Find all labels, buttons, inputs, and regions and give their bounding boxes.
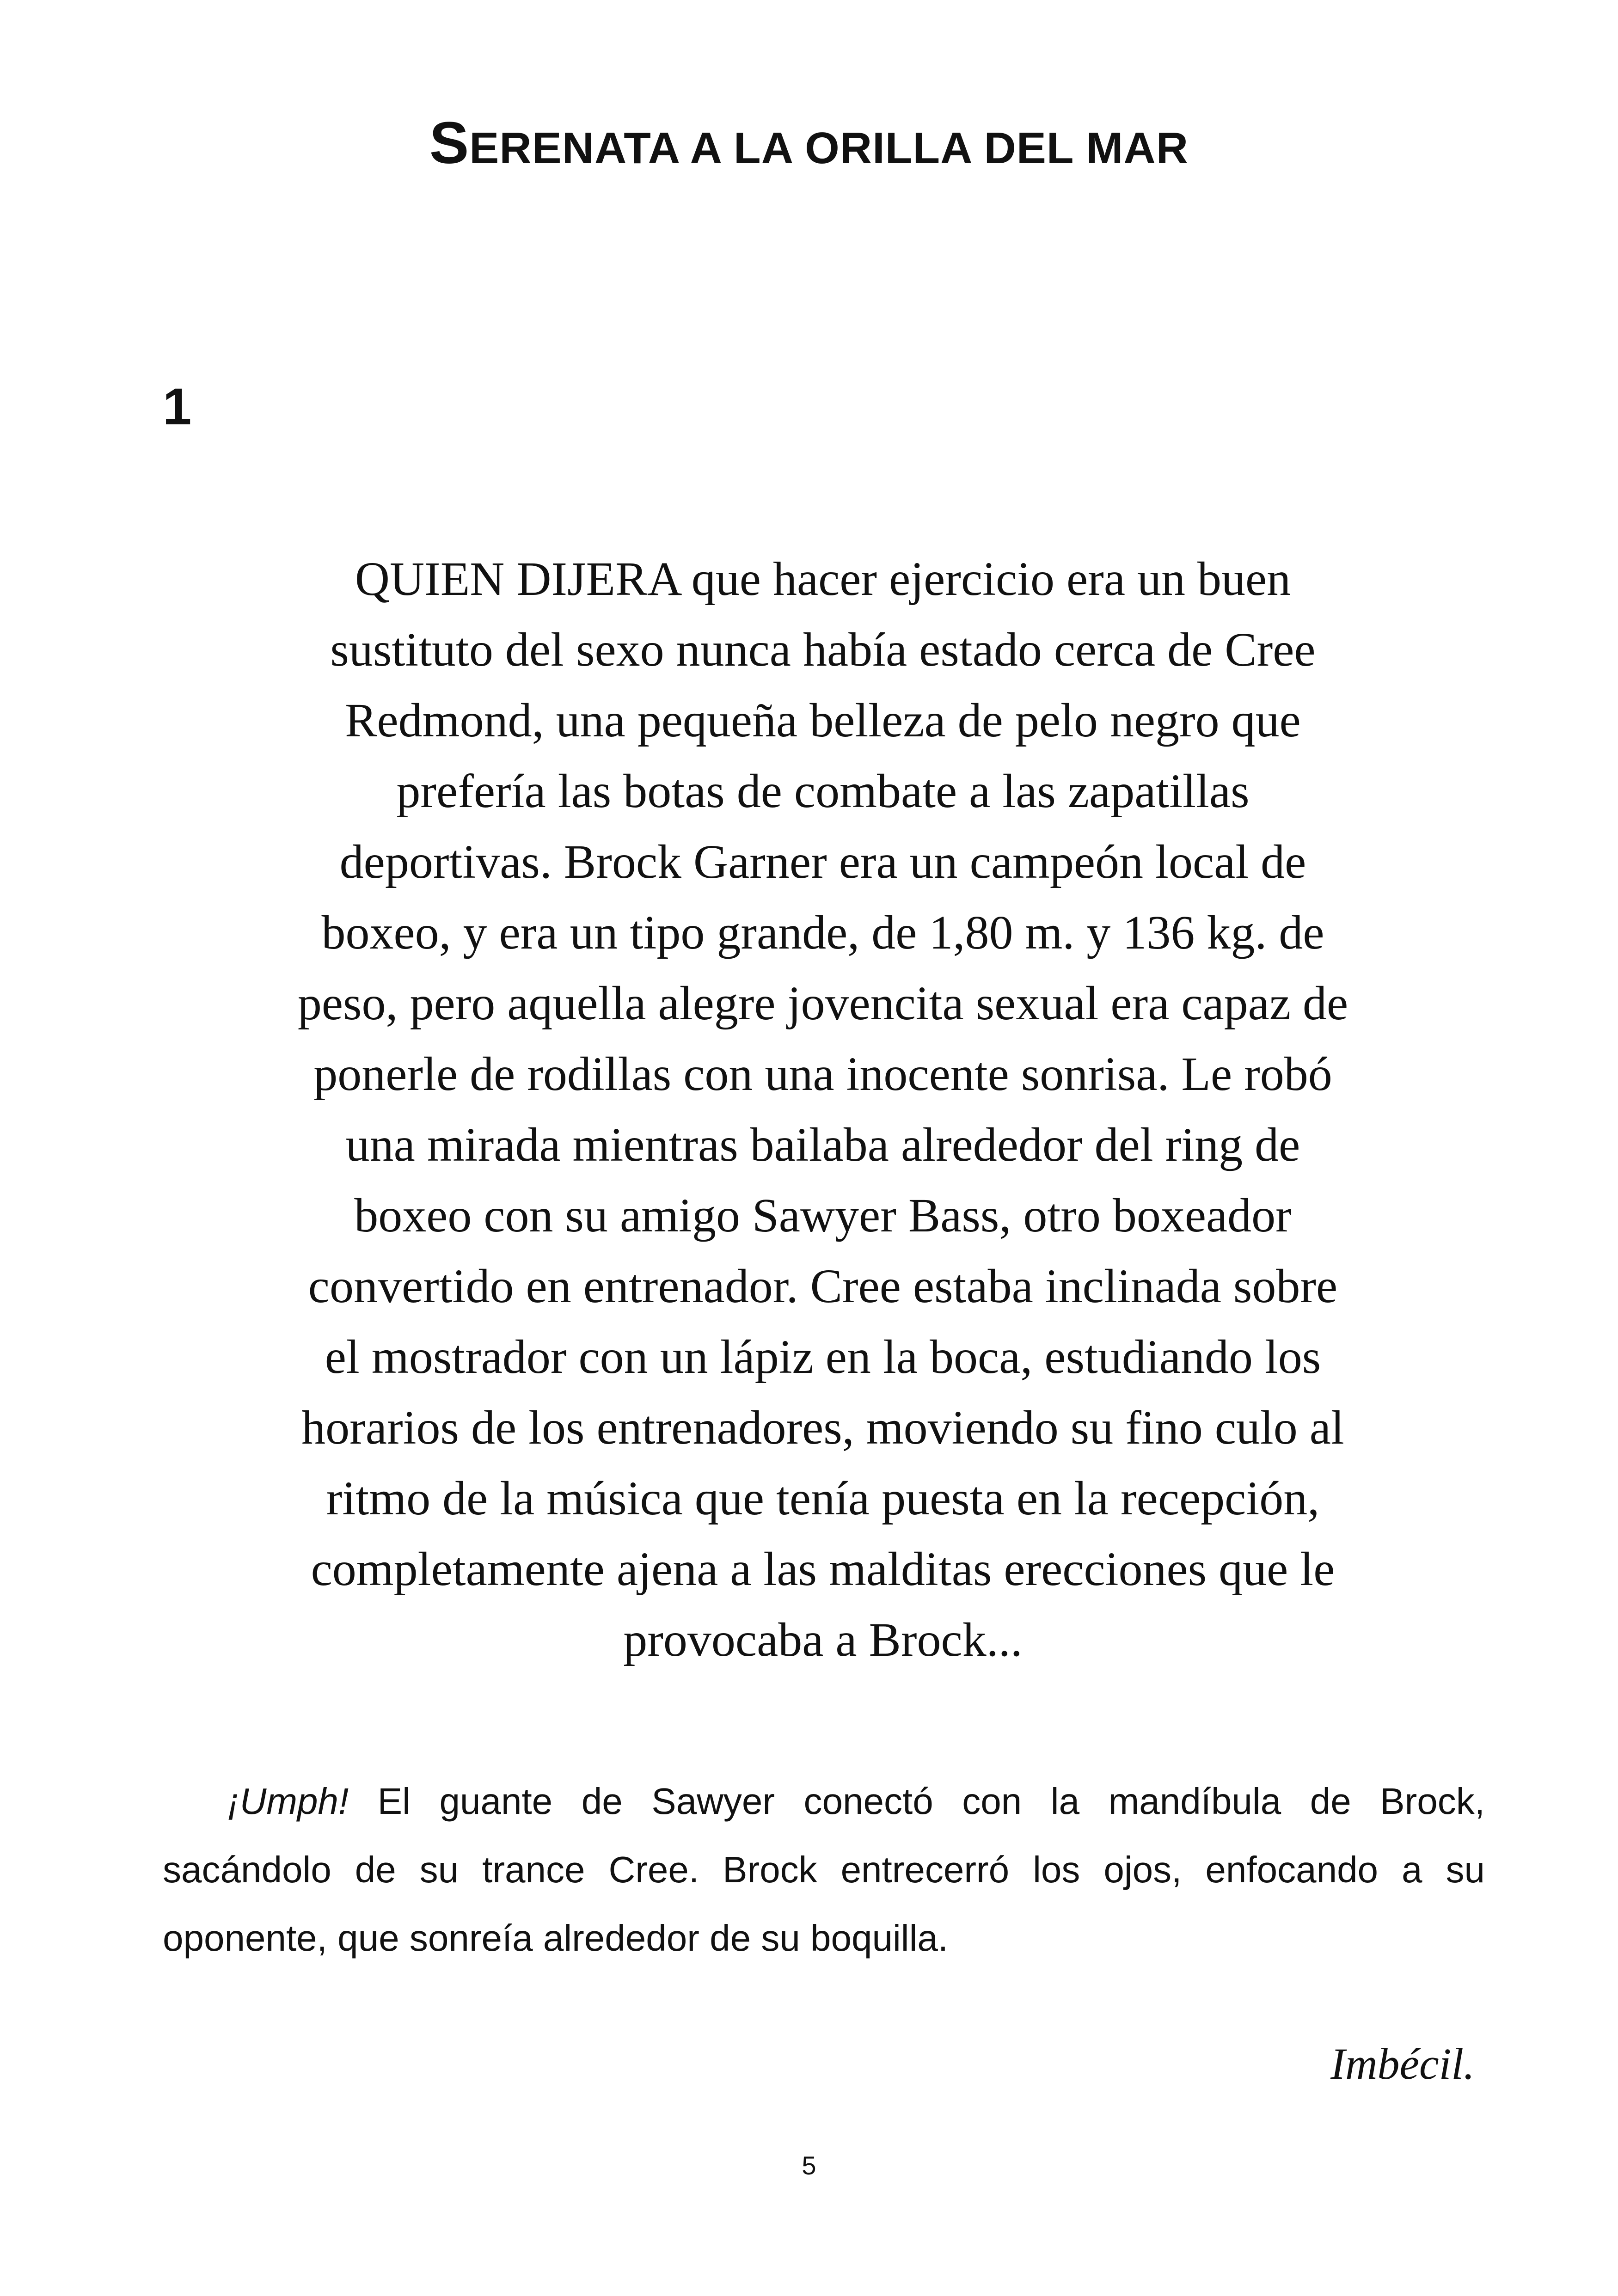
paragraph-line: oponente, que sonreía alrededor de su boquilla. [163, 1917, 949, 1959]
paragraph-emphasis: ¡Umph! [227, 1781, 349, 1822]
page-number: 5 [802, 2151, 816, 2180]
intro-line: completamente ajena a las malditas erecciones que le [311, 1543, 1335, 1596]
intro-line: provocaba a Brock... [623, 1613, 1023, 1666]
paragraph-line1-text: El guante de Sawyer conectó con la mandíbula de Brock, [349, 1781, 1485, 1822]
intro-line: sustituto del sexo nunca había estado cerca de Cree [330, 623, 1316, 676]
paragraph-line: sacándolo de su trance Cree. Brock entrecerró los ojos, enfocando a su [163, 1849, 1485, 1890]
intro-line: prefería las botas de combate a las zapatillas [396, 765, 1250, 818]
intro-line: ponerle de rodillas con una inocente sonrisa. Le robó [313, 1047, 1332, 1101]
intro-line: una mirada mientras bailaba alrededor del ring de [345, 1118, 1300, 1171]
title-initial: S [429, 110, 470, 176]
intro-line: boxeo, y era un tipo grande, de 1,80 m. y 136 kg. de [321, 906, 1324, 959]
paragraph-line [163, 1767, 1485, 1836]
intro-line: convertido en entrenador. Cree estaba inclinada sobre [308, 1260, 1338, 1313]
intro-line: Redmond, una pequeña belleza de pelo negro que [345, 694, 1301, 747]
chapter-number: 1 [163, 378, 192, 435]
intro-line: QUIEN DIJERA que hacer ejercicio era un buen [355, 552, 1291, 606]
intro-line: horarios de los entrenadores, moviendo su fino culo al [301, 1401, 1344, 1454]
body-paragraph [163, 1767, 1485, 1972]
intro-line: el mostrador con un lápiz en la boca, estudiando los [325, 1330, 1321, 1384]
intro-line: peso, pero aquella alegre jovencita sexual era capaz de [297, 977, 1348, 1030]
italic-signoff: Imbécil. [1330, 2039, 1475, 2088]
intro-line: boxeo con su amigo Sawyer Bass, otro boxeador [354, 1189, 1292, 1242]
title-rest: ERENATA A LA ORILLA DEL MAR [469, 123, 1189, 173]
intro-line: ritmo de la música que tenía puesta en la recepción, [326, 1472, 1320, 1525]
intro-line: deportivas. Brock Garner era un campeón local de [339, 835, 1306, 888]
book-title [0, 110, 1618, 176]
intro-passage [259, 544, 1387, 1675]
